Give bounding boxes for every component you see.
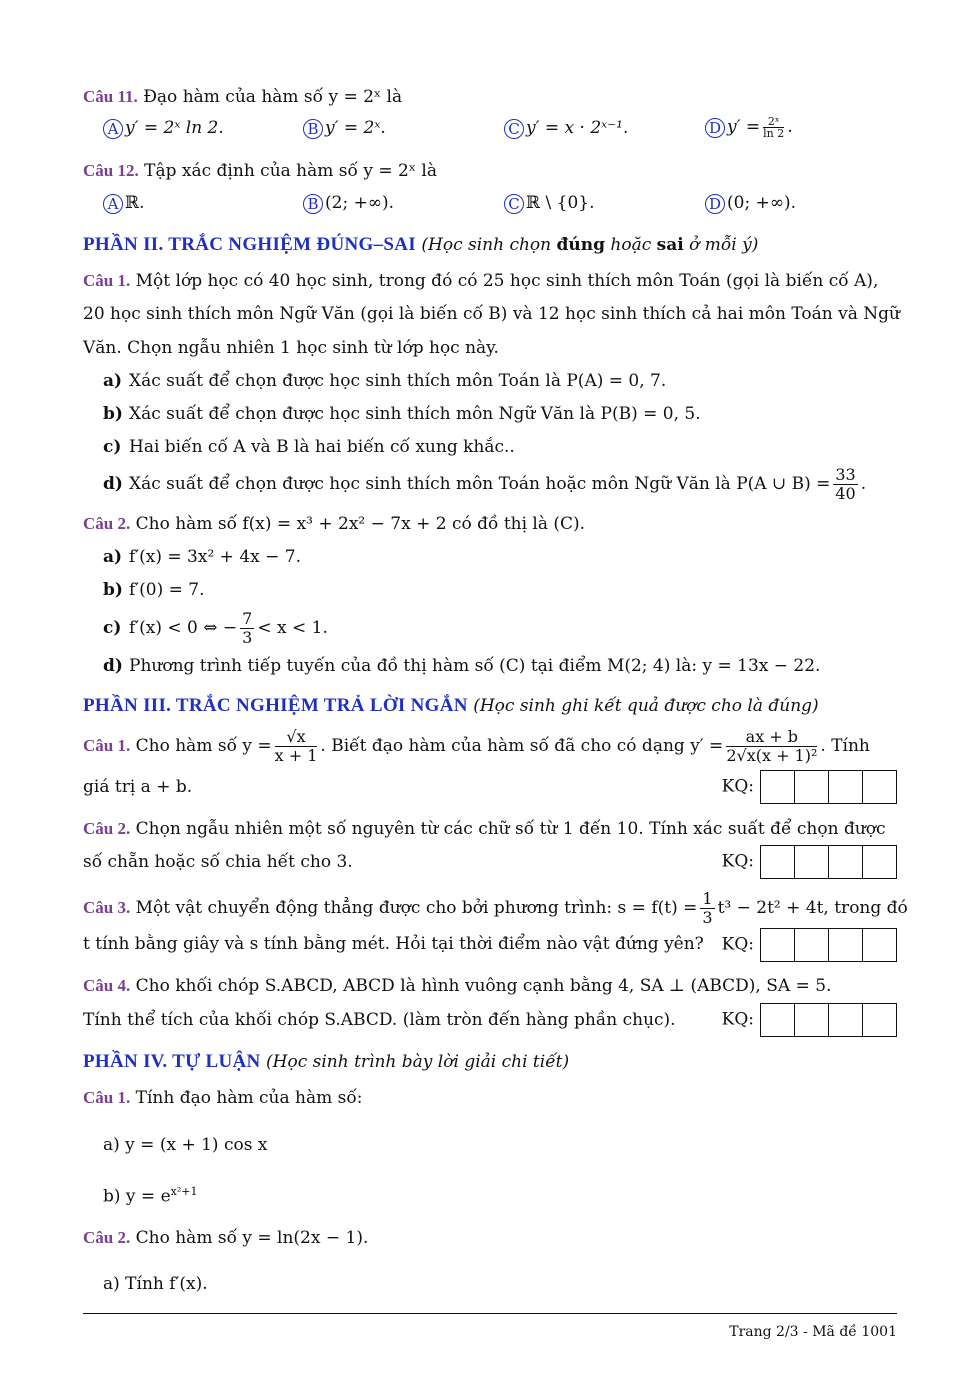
paragraph-line: số chẵn hoặc số chia hết cho 3.	[83, 852, 353, 872]
question-label: Câu 12.	[83, 161, 139, 180]
question-stem: Đạo hàm của hàm số y = 2ˣ là	[143, 87, 403, 107]
statement-a[interactable]: a) Xác suất để chọn được học sinh thích môn Toán là P(A) = 0, 7.	[103, 371, 667, 391]
item-b: b) $y = e^{x^2+1}$	[103, 1185, 198, 1207]
question-label: Câu 11.	[83, 87, 138, 106]
question-1: Câu 1. Cho hàm số y = $\frac{√x}{x + 1}$ . Biết đạo hàm của hàm số đã cho có dạng y′ = $\frac{ax + b}{\text{2√x(x + 1)²}}$ . Tính	[83, 727, 870, 765]
paragraph-line: Tính thể tích của khối chóp S.ABCD. (làm tròn đến hàng phần chục).	[83, 1010, 676, 1030]
statement-a[interactable]: a) f′(x) = 3x² + 4x − 7.	[103, 547, 302, 567]
statement-c[interactable]: c) Hai biến cố A và B là hai biến cố xung khắc..	[103, 437, 515, 457]
option-c[interactable]	[504, 118, 628, 139]
paragraph-line: Văn. Chọn ngẫu nhiên 1 học sinh từ lớp học này.	[83, 338, 499, 358]
statement-b[interactable]: b) f′(0) = 7.	[103, 580, 205, 600]
option-text: y′ = 2ˣ ln 2.	[125, 118, 224, 138]
fraction: $\frac{7}{3}$	[242, 609, 253, 647]
question-12	[83, 160, 437, 182]
item-a: a) y = (x + 1) cos x	[103, 1135, 268, 1155]
option-d[interactable]: D y′ = $\frac{\text{2ˣ}}{\ln 2}$ .	[705, 116, 793, 139]
option-letter: D	[705, 118, 725, 138]
option-a[interactable]	[103, 118, 224, 139]
option-letter: A	[103, 119, 123, 139]
question-4: Câu 4. Cho khối chóp S.ABCD, ABCD là hình vuông cạnh bằng 4, SA ⊥ (ABCD), SA = 5.	[83, 976, 832, 996]
option-c[interactable]	[504, 193, 595, 214]
question-1: Câu 1. Một lớp học có 40 học sinh, trong đó có 25 học sinh thích môn Toán (gọi là biến cố A),	[83, 271, 879, 291]
option-a[interactable]	[103, 193, 145, 214]
statement-b[interactable]: b) Xác suất để chọn được học sinh thích môn Ngữ Văn là P(B) = 0, 5.	[103, 404, 701, 424]
answer-boxes-3[interactable]: KQ:	[722, 928, 897, 962]
question-stem: Tập xác định của hàm số y = 2ˣ là	[144, 161, 437, 181]
option-letter: D	[705, 194, 725, 214]
option-text: ℝ.	[125, 193, 145, 213]
option-text: y′ =	[727, 117, 761, 137]
footer-divider	[83, 1313, 897, 1314]
fraction: $\frac{1}{3}$	[702, 889, 713, 927]
question-2: Câu 2. Cho hàm số y = ln(2x − 1).	[83, 1228, 369, 1248]
fraction: $\frac{ax + b}{\text{2√x(x + 1)²}}$	[726, 727, 818, 765]
fraction: $\frac{33}{40}$	[835, 465, 856, 503]
statement-c[interactable]: c) f′(x) < 0 ⇔ − $\frac{7}{3}$ < x < 1.	[103, 609, 328, 647]
option-text: (0; +∞).	[727, 193, 797, 213]
paragraph-line: 20 học sinh thích môn Ngữ Văn (gọi là biến cố B) và 12 học sinh thích cả hai môn Toán và Ngữ	[83, 304, 900, 324]
fraction: $\frac{\text{2ˣ}}{\ln 2}$	[763, 115, 785, 140]
option-b[interactable]	[303, 118, 386, 139]
option-text: y′ = 2ˣ.	[325, 118, 386, 138]
page-footer: Trang 2/3 - Mã đề 1001	[729, 1324, 897, 1340]
option-letter: B	[303, 119, 323, 139]
answer-boxes-4[interactable]: KQ:	[722, 1003, 897, 1037]
option-letter: B	[303, 194, 323, 214]
option-text: ℝ \ {0}.	[526, 193, 595, 213]
statement-d[interactable]: d) Phương trình tiếp tuyến của đồ thị hàm số (C) tại điểm M(2; 4) là: y = 13x − 22.	[103, 656, 821, 676]
option-letter: C	[504, 194, 524, 214]
paragraph-line: giá trị a + b.	[83, 777, 193, 797]
option-d[interactable]	[705, 193, 796, 214]
fraction: $\frac{√x}{x + 1}$	[274, 727, 318, 765]
statement-d[interactable]: d) Xác suất để chọn được học sinh thích môn Toán hoặc môn Ngữ Văn là P(A ∪ B) = $\frac{33}{40}$ .	[103, 465, 867, 503]
section-2-heading: PHẦN II. TRẮC NGHIỆM ĐÚNG–SAI (Học sinh chọn đúng hoặc sai ở mỗi ý)	[83, 234, 759, 255]
question-1: Câu 1. Tính đạo hàm của hàm số:	[83, 1088, 363, 1108]
answer-boxes-2[interactable]: KQ:	[722, 845, 897, 879]
item-a: a) Tính f′(x).	[103, 1274, 208, 1294]
question-3: Câu 3. Một vật chuyển động thẳng được cho bởi phương trình: s = f(t) = $\frac{1}{3}$ t³ − 2t² + 4t, trong đó	[83, 889, 908, 927]
paragraph-line: t tính bằng giây và s tính bằng mét. Hỏi tại thời điểm nào vật đứng yên?	[83, 934, 704, 954]
option-b[interactable]	[303, 193, 394, 214]
option-text: y′ = x · 2ˣ⁻¹.	[526, 118, 629, 138]
section-3-heading: PHẦN III. TRẮC NGHIỆM TRẢ LỜI NGẮN (Học sinh ghi kết quả được cho là đúng)	[83, 695, 819, 716]
question-11	[83, 86, 402, 108]
section-4-heading: PHẦN IV. TỰ LUẬN (Học sinh trình bày lời giải chi tiết)	[83, 1051, 570, 1072]
option-text: (2; +∞).	[325, 193, 395, 213]
option-letter: A	[103, 194, 123, 214]
question-2: Câu 2. Chọn ngẫu nhiên một số nguyên từ các chữ số từ 1 đến 10. Tính xác suất để chọn được	[83, 819, 886, 839]
answer-boxes-1[interactable]: KQ:	[722, 770, 897, 804]
option-letter: C	[504, 119, 524, 139]
section-title: PHẦN II. TRẮC NGHIỆM ĐÚNG–SAI	[83, 234, 416, 255]
question-2: Câu 2. Cho hàm số f(x) = x³ + 2x² − 7x + 2 có đồ thị là (C).	[83, 514, 586, 534]
